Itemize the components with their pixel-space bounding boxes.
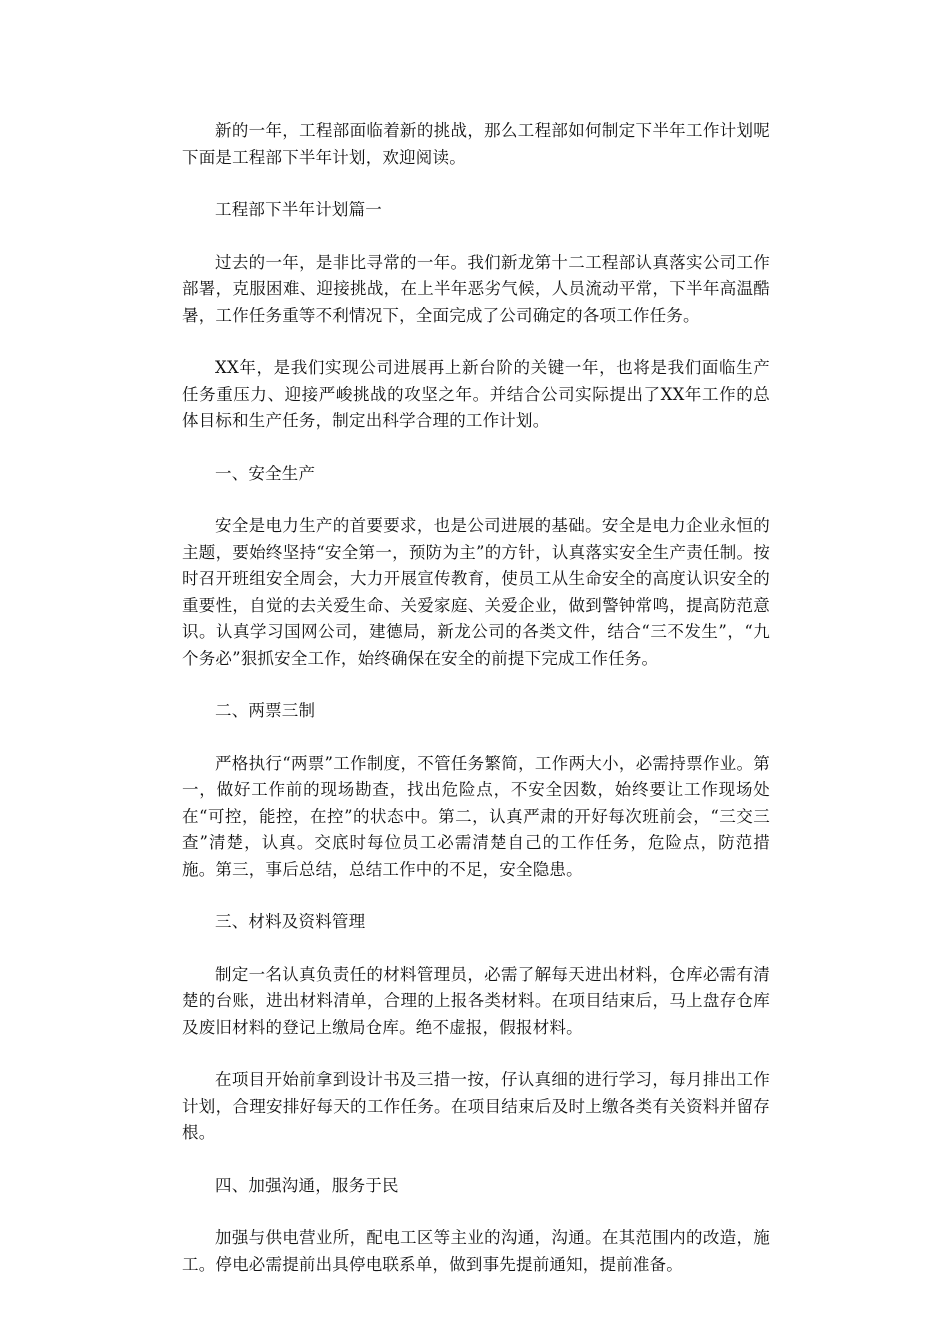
intro-paragraph: 新的一年，工程部面临着新的挑战，那么工程部如何制定下半年工作计划呢下面是工程部下半年计划，欢迎阅读。	[182, 121, 770, 167]
paragraph-review: 过去的一年，是非比寻常的一年。我们新龙第十二工程部认真落实公司工作部署，克服困难、迎接挑战，在上半年恶劣气候，人员流动平常，下半年高温酷暑，工作任务重等不利情况下，全面完成了公司确定的各项工作任务。	[182, 252, 770, 325]
paragraph-documents: 在项目开始前拿到设计书及三措一按，仔认真细的进行学习，每月排出工作计划，合理安排好每天的工作任务。在项目结束后及时上缴各类有关资料并留存根。	[182, 1070, 770, 1142]
paragraph-two-tickets: 严格执行“两票”工作制度，不管任务繁简，工作两大小，必需持票作业。第一，做好工作前的现场勘查，找出危险点，不安全因数，始终要让工作现场处在“可控，能控，在控”的状态中。第二，认真严肃的开好每次班前会，“三交三查”清楚，认真。交底时每位员工必需清楚自己的工作任务，危险点，防范措施。第三，事后总结，总结工作中的不足，安全隐患。	[182, 753, 770, 879]
heading-safety: 一、安全生产	[215, 463, 316, 483]
section-title: 工程部下半年计划篇一	[215, 200, 382, 219]
document-body	[182, 118, 770, 1304]
paragraph-communication: 加强与供电营业所，配电工区等主业的沟通，沟通。在其范围内的改造，施工。停电必需提前出具停电联系单，做到事先提前通知，提前准备。	[182, 1228, 770, 1274]
paragraph-materials: 制定一名认真负责任的材料管理员，必需了解每天进出材料，仓库必需有清楚的台账，进出材料清单，合理的上报各类材料。在项目结束后，马上盘存仓库及废旧材料的登记上缴局仓库。绝不虚报，假报材料。	[182, 964, 770, 1037]
heading-materials: 三、材料及资料管理	[215, 912, 366, 931]
paragraph-safety: 安全是电力生产的首要要求，也是公司进展的基础。安全是电力企业永恒的主题，要始终坚持“安全第一，预防为主”的方针，认真落实安全生产责任制。按时召开班组安全周会，大力开展宣传教育，使员工从生命安全的高度认识安全的重要性，自觉的去关爱生命、关爱家庭、关爱企业，做到警钟常鸣，提高防范意识。认真学习国网公司，建德局，新龙公司的各类文件，结合“三不发生”，“九个务必”狠抓安全工作，始终确保在安全的前提下完成工作任务。	[182, 516, 770, 668]
heading-two-tickets: 二、两票三制	[215, 701, 316, 720]
paragraph-goals: XX年，是我们实现公司进展再上新台阶的关键一年，也将是我们面临生产任务重压力、迎接严峻挑战的攻坚之年。并结合公司实际提出了XX年工作的总体目标和生产任务，制定出科学合理的工作计划。	[182, 358, 770, 430]
heading-communication: 四、加强沟通，服务于民	[215, 1175, 399, 1195]
